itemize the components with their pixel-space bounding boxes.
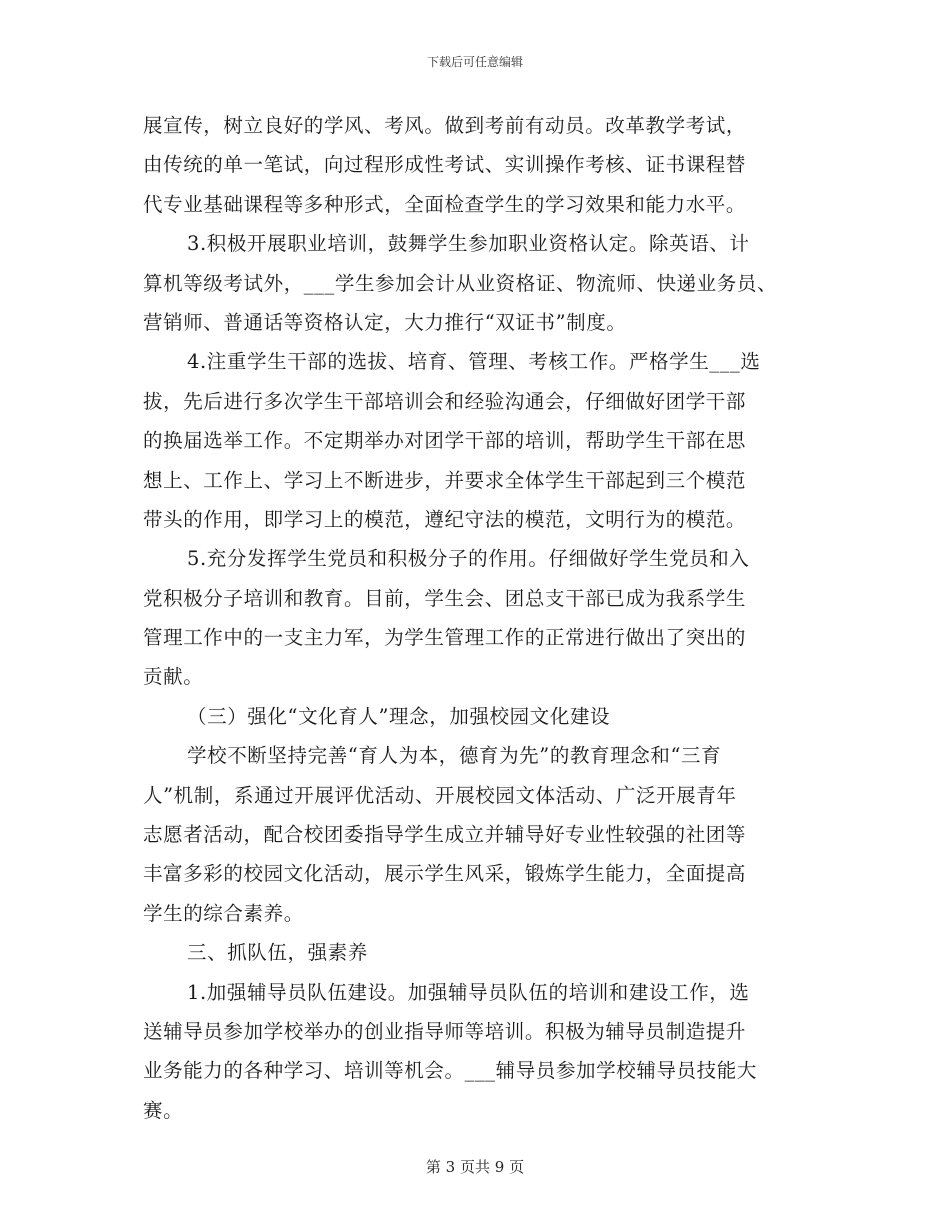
body-line: 贡献。: [143, 665, 204, 689]
page-header: 下载后可任意编辑: [426, 55, 523, 69]
body-line: 业务能力的各种学习、培训等机会。___辅导员参加学校辅导员技能大: [143, 1059, 757, 1083]
body-line: 代专业基础课程等多种形式，全面检查学生的学习效果和能力水平。: [143, 192, 747, 216]
section-heading: （三）强化“文化育人”理念，加强校园文化建设: [187, 704, 611, 728]
paragraph-start: 3.积极开展职业培训，鼓舞学生参加职业资格认定。除英语、计: [187, 232, 750, 256]
body-line: 学生的综合素养。: [143, 901, 304, 925]
body-line: 营销师、普通话等资格认定，大力推行“双证书”制度。: [143, 310, 627, 334]
paragraph-start: 1.加强辅导员队伍建设。加强辅导员队伍的培训和建设工作，选: [187, 980, 750, 1004]
paragraph-start: 4.注重学生干部的选拔、培育、管理、考核工作。严格学生___选: [187, 350, 761, 374]
body-line: 党积极分子培训和教育。目前，学生会、团总支干部已成为我系学生: [143, 586, 747, 610]
body-line: 志愿者活动，配合校团委指导学生成立并辅导好专业性较强的社团等: [143, 823, 747, 847]
body-line: 想上、工作上、学习上不断进步，并要求全体学生干部起到三个模范: [143, 468, 747, 492]
body-line: 算机等级考试外，___学生参加会计从业资格证、物流师、快递业务员、: [143, 271, 778, 295]
body-line: 展宣传，树立良好的学风、考风。做到考前有动员。改革教学考试，: [143, 114, 747, 137]
body-line: 由传统的单一笔试，向过程形成性考试、实训操作考核、证书课程替: [143, 153, 747, 177]
body-line: 丰富多彩的校园文化活动，展示学生风采，锻炼学生能力，全面提高: [143, 862, 747, 886]
body-line: 管理工作中的一支主力军，为学生管理工作的正常进行做出了突出的: [143, 626, 747, 650]
body-line: 拔，先后进行多次学生干部培训会和经验沟通会，仔细做好团学干部: [143, 389, 747, 413]
paragraph-start: 5.充分发挥学生党员和积极分子的作用。仔细做好学生党员和入: [187, 547, 750, 571]
body-line: 送辅导员参加学校举办的创业指导师等培训。积极为辅导员制造提升: [143, 1019, 747, 1043]
body-line: 的换届选举工作。不定期举办对团学干部的培训，帮助学生干部在思: [143, 429, 747, 453]
body-line: 带头的作用，即学习上的模范，遵纪守法的模范，文明行为的模范。: [143, 507, 747, 531]
document-body: [143, 106, 808, 1130]
body-line: 人”机制，系通过开展评优活动、开展校园文体活动、广泛开展青年: [143, 783, 737, 807]
page-footer: 第 3 页共 9 页: [425, 1158, 525, 1176]
paragraph-start: 学校不断坚持完善“育人为本，德育为先”的教育理念和“三育: [187, 744, 722, 768]
body-line: 赛。: [143, 1098, 184, 1122]
section-heading: 三、抓队伍，强素养: [187, 941, 368, 965]
